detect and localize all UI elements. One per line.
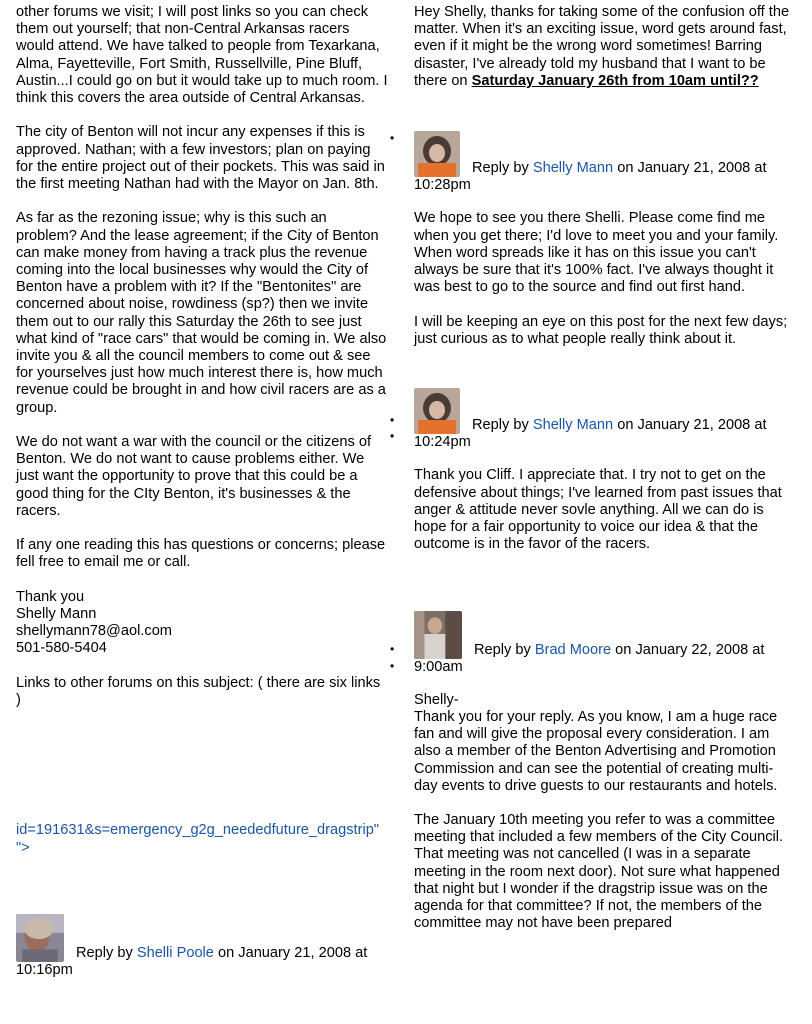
- reply-date: January 21, 2008 at: [637, 160, 767, 176]
- avatar[interactable]: [414, 611, 462, 659]
- comment-paragraph: We hope to see you there Shelli. Please come find me when you get there; I'd love to meet you and your family. When word spreads like it has on this issue you can't always be sure that it's 100% fact. I've always thought it was best to go to the source and find out first hand.: [414, 210, 779, 296]
- reply-on: on: [617, 160, 634, 176]
- avatar[interactable]: [414, 131, 460, 177]
- reply-time: 10:16pm: [16, 962, 73, 979]
- avatar[interactable]: [414, 388, 460, 434]
- bullet-dot: •: [390, 413, 395, 427]
- reply-author-link[interactable]: Shelly Mann: [532, 160, 614, 176]
- comment-paragraph: I will be keeping an eye on this post for the next few days; just curious as to what people really think about it.: [414, 313, 788, 347]
- spacer: [414, 676, 794, 692]
- reply-prefix: Reply by: [472, 160, 529, 176]
- reply-on: on: [617, 417, 634, 433]
- reply-author-link[interactable]: Shelli Poole: [136, 944, 214, 961]
- right-column: [414, 4, 794, 950]
- forum-link-text-end[interactable]: ">: [16, 839, 30, 856]
- bullet-dot: •: [390, 659, 395, 673]
- reply-on: on: [615, 641, 632, 658]
- spacer: [414, 365, 794, 388]
- comment-paragraph: We do not want a war with the council or the citizens of Benton. We do not want to cause problems either. We just want the opportunity to prove that this could be a good thing for the CIty Benton, it's businesses & the racers.: [16, 434, 372, 519]
- signature-name: Shelly Mann: [16, 606, 97, 623]
- spacer: [414, 571, 794, 611]
- reply-time: 10:28pm: [414, 177, 471, 194]
- signature-line: Thank you: [16, 588, 85, 605]
- reply-prefix: Reply by: [76, 944, 133, 961]
- spacer: [414, 194, 794, 210]
- bullet-dot: •: [390, 642, 395, 656]
- reply-date: January 22, 2008 at: [635, 641, 765, 658]
- reply-prefix: Reply by: [472, 417, 529, 433]
- reply-author-link[interactable]: Brad Moore: [534, 641, 612, 658]
- left-column: [16, 4, 388, 979]
- comment-paragraph: [414, 692, 794, 795]
- comment-paragraph: Thank you Cliff. I appreciate that. I try not to get on the defensive about things; I've learned from past issues that anger & attitude never sovle anything. All we can do is hope for a fair opportunity to voice our idea & that the outcome is in the favor of the racers.: [414, 467, 782, 553]
- comment-paragraph: The January 10th meeting you refer to was a committee meeting that included a few members of the City Council. That meeting was not cancelled (I was in a separate meeting in the room next door). Not sure what happened that night but I wonder if the dragstrip issue was on the agenda for that committee? If not, the members of the committee may not have been prepared: [414, 812, 784, 932]
- bullet-dot: •: [390, 429, 395, 443]
- reply-time: 10:24pm: [414, 434, 471, 451]
- comment-paragraph: other forums we visit; I will post links so you can check them out yourself; that non-Central Arkansas racers would attend. We have talked to people from Texarkana, Alma, Fayetteville, Fort Smith, Russellville, Pine Bluff, Austin...I could go on but it would take up to much room. I think this covers the area outside of Central Arkansas.: [16, 4, 388, 107]
- reply-prefix: Reply by: [474, 641, 531, 658]
- comment-text: Thank you for your reply. As you know, I am a huge race fan and will give the proposal every consideration. I am also a member of the Benton Advertising and Promotion Commission and can see the potential of creating multi-day events to drive guests to our restaurants and hotels.: [414, 709, 778, 794]
- signature-email: shellymann78@aol.com: [16, 623, 172, 640]
- links-blank-area: [16, 726, 388, 822]
- links-intro: Links to other forums on this subject: ( there are six links ): [16, 674, 381, 709]
- bullet-dot: •: [390, 131, 395, 145]
- spacer: [414, 451, 794, 467]
- reply-author-link[interactable]: Shelly Mann: [532, 417, 614, 433]
- comment-paragraph: As far as the rezoning issue; why is this such an problem? And the lease agreement; if the City of Benton can make money from having a track plus the revenue coming into the local businesses why would the City of Benton have a problem with it? If the "Bentonites" are concerned about noise, rowdiness (sp?) then we invite them out to our rally this Saturday the 26th to see just what kind of "race cars" that would be coming in. We also invite you & all the council members to come out & see for yourselves just how much interest there is, how much revenue could be brought in and how civil racers are as a group.: [16, 210, 387, 416]
- intro-text: Hey Shelly, thanks for taking some of the confusion off the matter. When it's an exciting issue, word gets around fast, even if it might be the wrong word sometimes! Barring disaster, I've already told my husband that I want to be there on: [414, 4, 790, 89]
- comment-paragraph: The city of Benton will not incur any expenses if this is approved. Nathan; with a few investors; plan on paying for the entire project out of their pockets. This was said in the first meeting Nathan had with the Mayor on Jan. 8th.: [16, 124, 385, 193]
- spacer: [414, 107, 794, 131]
- greeting: Shelly-: [414, 691, 459, 708]
- signature-phone: 501-580-5404: [16, 640, 107, 657]
- reply-time: 9:00am: [414, 658, 463, 675]
- reply-header: [414, 131, 794, 194]
- avatar[interactable]: [16, 914, 64, 962]
- reply-header: [414, 388, 794, 451]
- reply-on: on: [217, 944, 235, 961]
- comment-paragraph: [414, 4, 794, 90]
- reply-date: January 21, 2008 at: [238, 944, 368, 961]
- comment-paragraph: If any one reading this has questions or concerns; please fell free to email me or call.: [16, 537, 386, 571]
- intro-bold-date: Saturday January 26th from 10am until??: [471, 72, 759, 89]
- spacer: [16, 874, 388, 914]
- forum-link-text[interactable]: id=191631&s=emergency_g2g_neededfuture_dragstrip": [16, 822, 379, 839]
- reply-date: January 21, 2008 at: [637, 417, 767, 433]
- signature: [16, 589, 388, 658]
- forum-link[interactable]: [16, 822, 388, 856]
- reply-header: [16, 914, 388, 979]
- reply-header: [414, 611, 794, 676]
